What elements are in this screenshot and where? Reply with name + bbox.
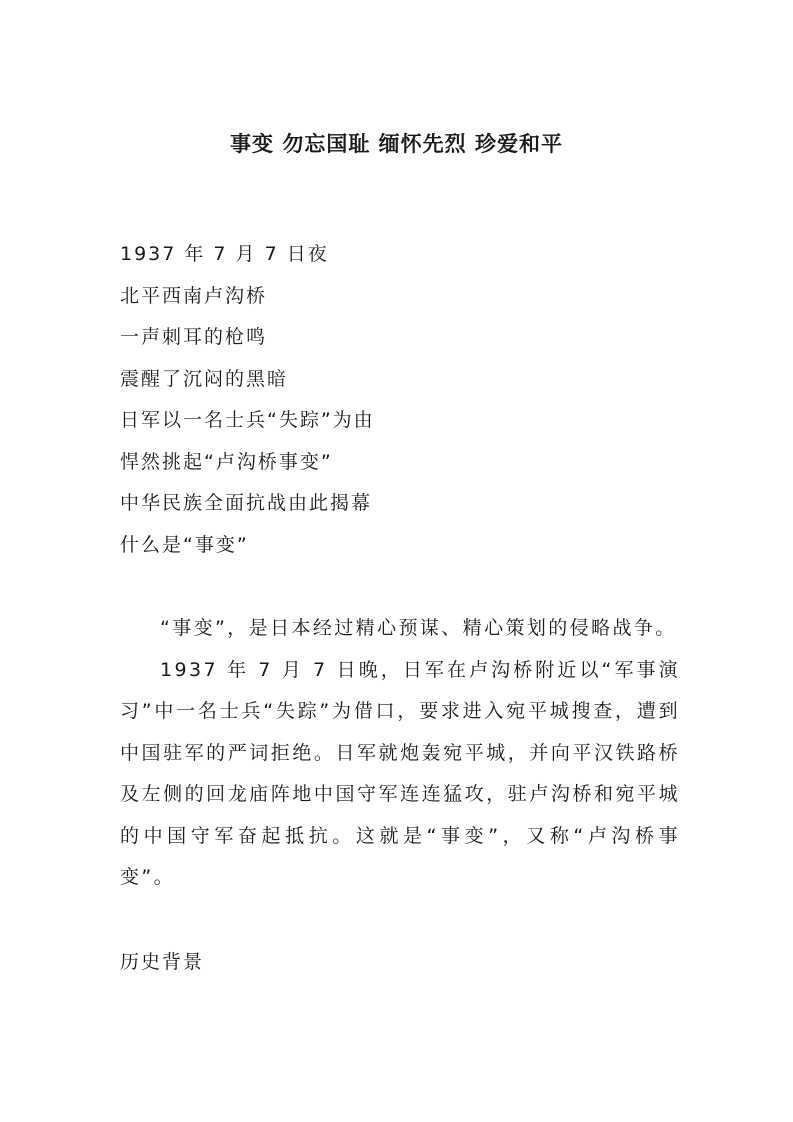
- poem-line: 北平西南卢沟桥: [120, 284, 268, 307]
- section-heading: 历史背景: [120, 951, 205, 973]
- document-title: 事变 勿忘国耻 缅怀先烈 珍爱和平: [230, 132, 563, 156]
- poem-line: 什么是“事变”: [120, 533, 249, 556]
- poem-block: [120, 240, 375, 572]
- body-text: [120, 608, 680, 899]
- poem-line: 震醒了沉闷的黑暗: [120, 367, 289, 390]
- paragraph: “事变”，是日本经过精心预谋、精心策划的侵略战争。: [160, 617, 677, 639]
- poem-line: 中华民族全面抗战由此揭幕: [120, 492, 373, 514]
- poem-line: 1937 年 7 月 7 日夜: [120, 243, 329, 265]
- paragraph: 1937 年 7 月 7 日晚，日军在卢沟桥附近以“军事演习”中一名士兵“失踪”为借口，要求进入宛平城搜查，遭到中国驻军的严词拒绝。日军就炮轰宛平城，并向平汉铁路桥及左侧的回龙庙阵地中国守军连连猛攻，驻卢沟桥和宛平城的中国守军奋起抵抗。这就是“事变”，又称“卢沟桥事变”。: [120, 658, 680, 888]
- poem-line: 一声刺耳的枪鸣: [120, 326, 268, 348]
- poem-line: 日军以一名士兵“失踪”为由: [120, 409, 375, 431]
- poem-line: 悍然挑起“卢沟桥事变”: [120, 450, 333, 473]
